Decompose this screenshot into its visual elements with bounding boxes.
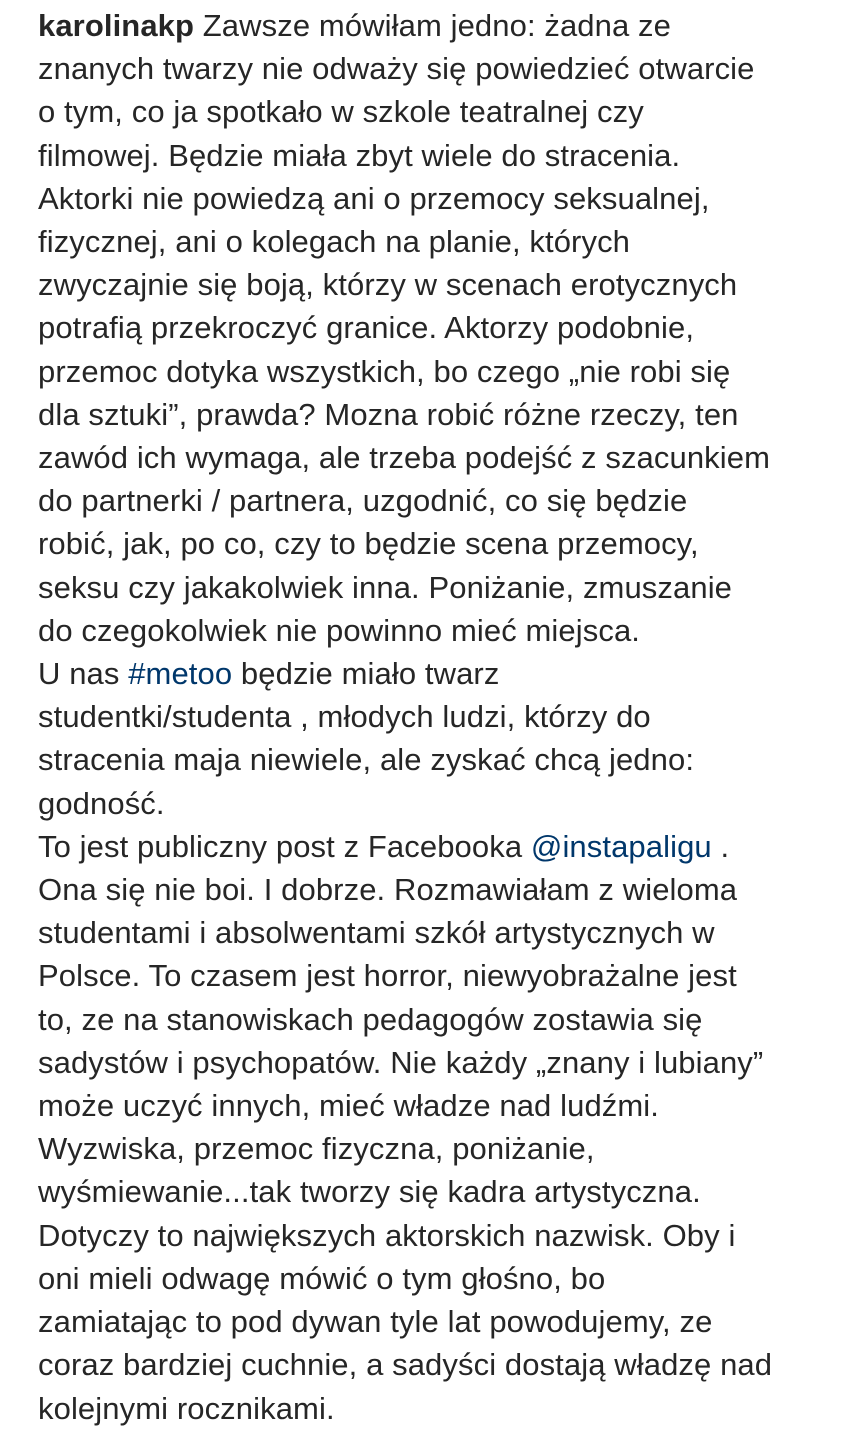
caption-line: wyśmiewanie...tak tworzy się kadra artystyczna. — [38, 1174, 701, 1210]
caption-line: znanych twarzy nie odważy się powiedzieć otwarcie — [38, 51, 755, 87]
caption-line: studentki/studenta , młodych ludzi, którzy do — [38, 699, 651, 735]
caption-line: robić, jak, po co, czy to będzie scena przemocy, — [38, 526, 699, 562]
hashtag-link[interactable]: #metoo — [128, 656, 233, 692]
caption-line: zamiatając to pod dywan tyle lat powodujemy, ze — [38, 1304, 713, 1340]
caption-text: To jest publiczny post z Facebooka — [38, 828, 531, 864]
caption-line — [38, 4, 838, 47]
post-caption — [38, 4, 838, 1430]
mention-link[interactable]: @instapaligu — [530, 828, 712, 864]
caption-line: sadystów i psychopatów. Nie każdy „znany i lubiany” — [38, 1044, 764, 1080]
caption-text: . — [711, 828, 730, 864]
caption-line: to, ze na stanowiskach pedagogów zostawia się — [38, 1001, 703, 1037]
caption-line: o tym, co ja spotkało w szkole teatralnej czy — [38, 94, 644, 130]
caption-line: Ona się nie boi. I dobrze. Rozmawiałam z wieloma — [38, 872, 738, 908]
caption-line: seksu czy jakakolwiek inna. Poniżanie, zmuszanie — [38, 569, 733, 605]
caption-text: Zawsze mówiłam jedno: żadna ze — [194, 8, 671, 43]
caption-line: oni mieli odwagę mówić o tym głośno, bo — [38, 1260, 606, 1296]
caption-text: U nas — [38, 656, 129, 692]
caption-text: będzie miało twarz — [232, 656, 500, 692]
caption-line — [38, 825, 838, 868]
caption-line: dla sztuki”, prawda? Mozna robić różne rzeczy, ten — [38, 396, 739, 432]
caption-line: godność. — [38, 785, 165, 821]
caption-line: Wyzwiska, przemoc fizyczna, poniżanie, — [38, 1131, 595, 1167]
caption-line: fizycznej, ani o kolegach na planie, których — [38, 224, 631, 260]
caption-line: zwyczajnie się boją, którzy w scenach erotycznych — [38, 267, 738, 303]
caption-line: do partnerki / partnera, uzgodnić, co się będzie — [38, 483, 688, 519]
caption-line: Aktorki nie powiedzą ani o przemocy seksualnej, — [38, 180, 710, 216]
caption-line: do czegokolwiek nie powinno mieć miejsca. — [38, 612, 640, 648]
caption-line: filmowej. Będzie miała zbyt wiele do stracenia. — [38, 137, 681, 173]
caption-line: zawód ich wymaga, ale trzeba podejść z szacunkiem — [38, 440, 771, 476]
caption-line: potrafią przekroczyć granice. Aktorzy podobnie, — [38, 310, 695, 346]
caption-line — [38, 652, 838, 695]
caption-line: studentami i absolwentami szkół artystycznych w — [38, 915, 715, 951]
caption-line: może uczyć innych, mieć władze nad ludźmi. — [38, 1088, 660, 1124]
caption-line: coraz bardziej cuchnie, a sadyści dostają władzę nad — [38, 1347, 773, 1383]
username-link[interactable]: karolinakp — [38, 8, 195, 43]
caption-line: kolejnymi rocznikami. — [38, 1390, 335, 1426]
caption-line: Dotyczy to największych aktorskich nazwisk. Oby i — [38, 1217, 736, 1253]
caption-line: przemoc dotyka wszystkich, bo czego „nie robi się — [38, 353, 731, 389]
caption-line: Polsce. To czasem jest horror, niewyobrażalne jest — [38, 958, 737, 994]
caption-line: stracenia maja niewiele, ale zyskać chcą jedno: — [38, 742, 695, 778]
